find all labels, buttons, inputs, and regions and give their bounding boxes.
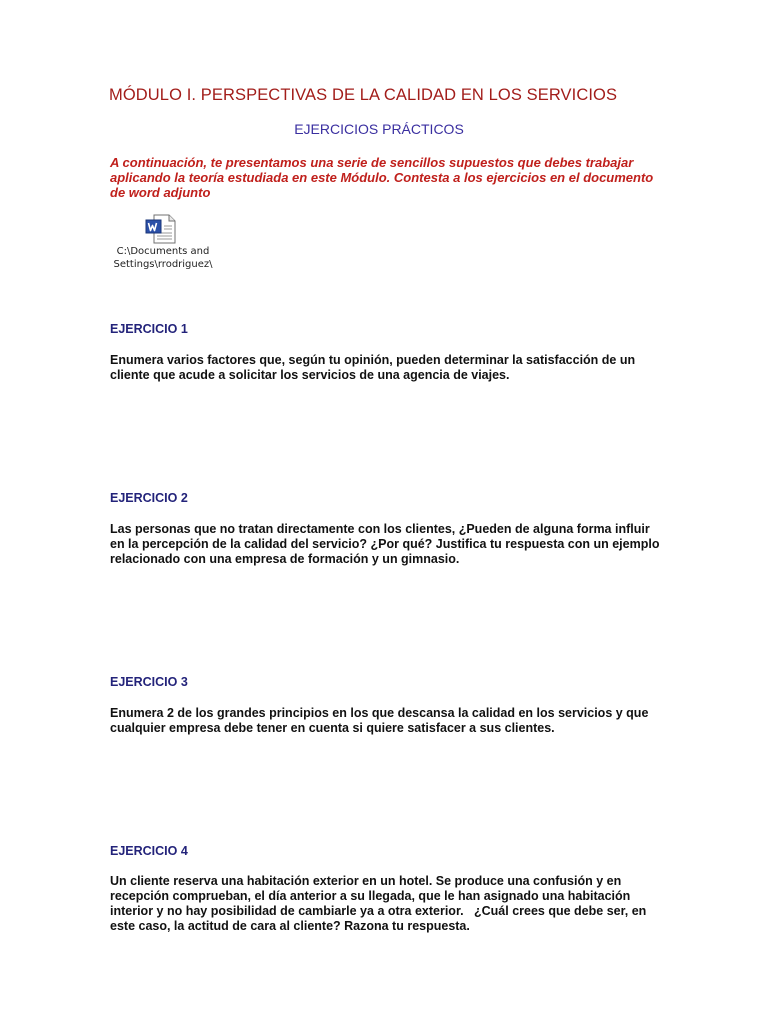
attachment-caption-line2: Settings\rrodriguez\ <box>113 258 213 270</box>
word-document-icon[interactable] <box>142 214 176 244</box>
exercise-3-heading: EJERCICIO 3 <box>110 675 188 689</box>
exercise-2-text: Las personas que no tratan directamente con los clientes, ¿Pueden de alguna forma influir en la percepción de la calidad del servicio? ¿Por qué? Justifica tu respuesta con un ejemplo relacionado con una empresa de formación y un gimnasio. <box>110 522 660 566</box>
exercise-1-text: Enumera varios factores que, según tu opinión, pueden determinar la satisfacción de un cliente que acude a solicitar los servicios de una agencia de viajes. <box>110 353 636 382</box>
exercise-4-heading: EJERCICIO 4 <box>110 844 188 858</box>
page-title: MÓDULO I. PERSPECTIVAS DE LA CALIDAD EN LOS SERVICIOS <box>109 86 618 104</box>
exercise-2-heading: EJERCICIO 2 <box>110 491 188 505</box>
intro-paragraph: A continuación, te presentamos una serie de sencillos supuestos que debes trabajar aplicando la teoría estudiada en este Módulo. Contesta a los ejercicios en el documento de word adjunto <box>110 155 654 200</box>
attachment-caption <box>108 246 218 271</box>
page-subtitle: EJERCICIOS PRÁCTICOS <box>294 121 464 137</box>
exercise-1-heading: EJERCICIO 1 <box>110 322 188 336</box>
exercise-4-text: Un cliente reserva una habitación exterior en un hotel. Se produce una confusión y en recepción comprueban, el día anterior a su llegada, que le han asignado una habitación interior y no hay posibilidad de cambiarle ya a otra exterior. ¿Cuál crees que debe ser, en este caso, la actitud de cara al cliente? Razona tu respuesta. <box>110 874 650 933</box>
exercise-3-text: Enumera 2 de los grandes principios en los que descansa la calidad en los servicios y que cualquier empresa debe tener en cuenta si quiere satisfacer a sus clientes. <box>110 706 649 735</box>
attachment-caption-line1: C:\Documents and <box>116 246 210 257</box>
